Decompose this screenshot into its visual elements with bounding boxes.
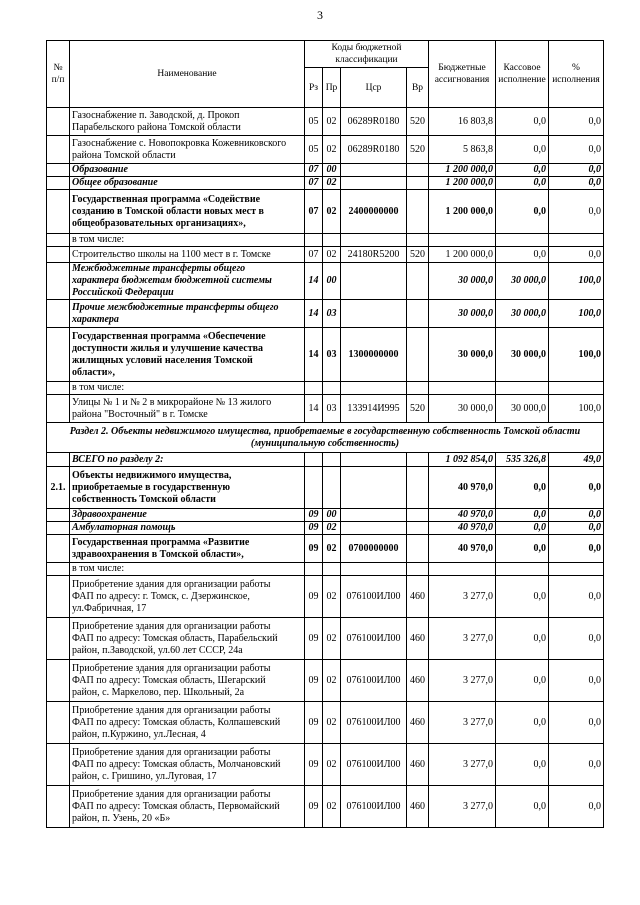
row-budget-cell: 3 277,0 xyxy=(429,702,496,744)
row-name-cell: Государственная программа «Содействие созданию в Томской области новых мест в общеобразовательных организациях», xyxy=(70,190,305,234)
table-row xyxy=(47,190,604,234)
header-codes-group: Коды бюджетной классификации xyxy=(305,41,429,68)
row-num-cell xyxy=(47,702,70,744)
row-num-cell xyxy=(47,453,70,467)
row-pr-cell xyxy=(323,563,341,576)
row-percent-cell: 100,0 xyxy=(549,263,604,300)
row-vr-cell: 460 xyxy=(407,786,429,828)
row-pr-cell: 02 xyxy=(323,702,341,744)
row-rz-cell: 14 xyxy=(305,300,323,328)
row-percent-cell: 0,0 xyxy=(549,702,604,744)
row-budget-cell: 3 277,0 xyxy=(429,576,496,618)
row-pr-cell: 03 xyxy=(323,300,341,328)
row-budget-cell: 40 970,0 xyxy=(429,522,496,535)
row-percent-cell: 0,0 xyxy=(549,618,604,660)
row-cash-cell xyxy=(496,563,549,576)
row-cash-cell: 0,0 xyxy=(496,702,549,744)
row-budget-cell: 16 803,8 xyxy=(429,108,496,136)
table-row xyxy=(47,177,604,190)
row-num-cell xyxy=(47,382,70,395)
row-csr-cell xyxy=(341,300,407,328)
row-pr-cell: 02 xyxy=(323,535,341,563)
row-rz-cell xyxy=(305,453,323,467)
row-rz-cell: 09 xyxy=(305,786,323,828)
row-cash-cell: 0,0 xyxy=(496,618,549,660)
row-percent-cell: 0,0 xyxy=(549,108,604,136)
row-rz-cell xyxy=(305,382,323,395)
row-vr-cell xyxy=(407,190,429,234)
table-row xyxy=(47,702,604,744)
budget-table xyxy=(46,40,604,828)
row-csr-cell: 076100ИЛ00 xyxy=(341,786,407,828)
row-percent-cell: 0,0 xyxy=(549,522,604,535)
row-rz-cell: 14 xyxy=(305,263,323,300)
row-budget-cell: 3 277,0 xyxy=(429,786,496,828)
header-name: Наименование xyxy=(70,41,305,108)
row-cash-cell: 0,0 xyxy=(496,177,549,190)
section-title: Раздел 2. Объекты недвижимого имущества, приобретаемые в государственную собственность Томской области (муниципальную собственность) xyxy=(47,423,604,453)
row-percent-cell xyxy=(549,382,604,395)
row-percent-cell: 0,0 xyxy=(549,509,604,522)
row-cash-cell: 0,0 xyxy=(496,576,549,618)
row-name-cell: Улицы № 1 и № 2 в микрорайоне № 13 жилого района "Восточный" в г. Томске xyxy=(70,395,305,423)
row-name-cell: Общее образование xyxy=(70,177,305,190)
row-name-cell: Строительство школы на 1100 мест в г. Томске xyxy=(70,247,305,263)
header-rz: Рз xyxy=(305,68,323,108)
table-row xyxy=(47,136,604,164)
row-budget-cell: 1 200 000,0 xyxy=(429,164,496,177)
table-row xyxy=(47,535,604,563)
table-row xyxy=(47,328,604,382)
row-vr-cell xyxy=(407,300,429,328)
row-csr-cell: 2400000000 xyxy=(341,190,407,234)
row-vr-cell: 520 xyxy=(407,108,429,136)
row-csr-cell xyxy=(341,563,407,576)
row-percent-cell: 0,0 xyxy=(549,177,604,190)
row-pr-cell: 02 xyxy=(323,576,341,618)
row-cash-cell xyxy=(496,382,549,395)
row-cash-cell: 535 326,8 xyxy=(496,453,549,467)
row-csr-cell xyxy=(341,263,407,300)
row-vr-cell: 460 xyxy=(407,618,429,660)
row-csr-cell: 076100ИЛ00 xyxy=(341,702,407,744)
row-budget-cell: 1 092 854,0 xyxy=(429,453,496,467)
row-csr-cell xyxy=(341,453,407,467)
row-vr-cell: 460 xyxy=(407,576,429,618)
header-pr: Пр xyxy=(323,68,341,108)
row-rz-cell: 05 xyxy=(305,136,323,164)
row-name-cell: в том числе: xyxy=(70,234,305,247)
row-pr-cell: 02 xyxy=(323,136,341,164)
row-csr-cell: 133914И995 xyxy=(341,395,407,423)
row-percent-cell: 100,0 xyxy=(549,395,604,423)
row-percent-cell: 0,0 xyxy=(549,164,604,177)
row-name-cell: ВСЕГО по разделу 2: xyxy=(70,453,305,467)
table-row xyxy=(47,522,604,535)
row-percent-cell: 0,0 xyxy=(549,190,604,234)
row-name-cell: Образование xyxy=(70,164,305,177)
row-cash-cell: 0,0 xyxy=(496,164,549,177)
row-name-cell: Газоснабжение п. Заводской, д. Прокоп Парабельского района Томской области xyxy=(70,108,305,136)
row-pr-cell: 00 xyxy=(323,263,341,300)
row-num-cell xyxy=(47,234,70,247)
row-budget-cell: 3 277,0 xyxy=(429,744,496,786)
row-rz-cell xyxy=(305,563,323,576)
row-vr-cell xyxy=(407,467,429,509)
row-cash-cell: 30 000,0 xyxy=(496,395,549,423)
row-pr-cell: 00 xyxy=(323,509,341,522)
row-cash-cell: 0,0 xyxy=(496,108,549,136)
row-vr-cell: 520 xyxy=(407,395,429,423)
header-percent: % исполнения xyxy=(549,41,604,108)
row-budget-cell: 1 200 000,0 xyxy=(429,190,496,234)
row-num-cell xyxy=(47,136,70,164)
row-cash-cell xyxy=(496,234,549,247)
header-vr: Вр xyxy=(407,68,429,108)
row-name-cell: Приобретение здания для организации работы ФАП по адресу: Томская область, Парабельский район, п.Заводской, ул.60 лет СССР, 24а xyxy=(70,618,305,660)
row-vr-cell xyxy=(407,453,429,467)
row-num-cell xyxy=(47,300,70,328)
row-cash-cell: 0,0 xyxy=(496,522,549,535)
table-row xyxy=(47,234,604,247)
row-name-cell: Газоснабжение с. Новопокровка Кожевниковского района Томской области xyxy=(70,136,305,164)
row-budget-cell xyxy=(429,382,496,395)
row-num-cell: 2.1. xyxy=(47,467,70,509)
row-rz-cell: 09 xyxy=(305,522,323,535)
row-csr-cell xyxy=(341,382,407,395)
row-percent-cell: 0,0 xyxy=(549,247,604,263)
row-rz-cell: 09 xyxy=(305,702,323,744)
row-budget-cell xyxy=(429,563,496,576)
header-row-1 xyxy=(47,41,604,68)
row-num-cell xyxy=(47,177,70,190)
row-rz-cell xyxy=(305,234,323,247)
row-vr-cell xyxy=(407,535,429,563)
row-budget-cell: 30 000,0 xyxy=(429,395,496,423)
row-csr-cell xyxy=(341,522,407,535)
row-rz-cell: 09 xyxy=(305,535,323,563)
row-pr-cell: 02 xyxy=(323,247,341,263)
row-rz-cell: 07 xyxy=(305,247,323,263)
row-name-cell: Объекты недвижимого имущества, приобретаемые в государственную собственность Томской области xyxy=(70,467,305,509)
row-csr-cell: 076100ИЛ00 xyxy=(341,576,407,618)
table-row xyxy=(47,618,604,660)
row-name-cell: Здравоохранение xyxy=(70,509,305,522)
row-csr-cell xyxy=(341,234,407,247)
row-vr-cell: 460 xyxy=(407,660,429,702)
row-vr-cell: 460 xyxy=(407,744,429,786)
row-budget-cell: 30 000,0 xyxy=(429,328,496,382)
row-name-cell: Приобретение здания для организации работы ФАП по адресу: г. Томск, с. Дзержинское, ул.Фабричная, 17 xyxy=(70,576,305,618)
row-pr-cell xyxy=(323,234,341,247)
row-pr-cell: 02 xyxy=(323,786,341,828)
row-rz-cell: 14 xyxy=(305,328,323,382)
row-rz-cell: 09 xyxy=(305,660,323,702)
row-rz-cell: 05 xyxy=(305,108,323,136)
row-num-cell xyxy=(47,395,70,423)
row-vr-cell xyxy=(407,382,429,395)
row-num-cell xyxy=(47,744,70,786)
row-budget-cell: 1 200 000,0 xyxy=(429,177,496,190)
row-percent-cell xyxy=(549,563,604,576)
row-csr-cell: 1300000000 xyxy=(341,328,407,382)
row-budget-cell: 3 277,0 xyxy=(429,618,496,660)
row-name-cell: в том числе: xyxy=(70,563,305,576)
row-pr-cell: 03 xyxy=(323,328,341,382)
row-num-cell xyxy=(47,522,70,535)
row-pr-cell: 02 xyxy=(323,660,341,702)
row-csr-cell: 24180R5200 xyxy=(341,247,407,263)
row-csr-cell: 076100ИЛ00 xyxy=(341,744,407,786)
row-vr-cell xyxy=(407,509,429,522)
row-pr-cell: 02 xyxy=(323,522,341,535)
row-cash-cell: 0,0 xyxy=(496,136,549,164)
row-csr-cell xyxy=(341,467,407,509)
row-percent-cell: 0,0 xyxy=(549,576,604,618)
table-row xyxy=(47,660,604,702)
row-pr-cell: 00 xyxy=(323,164,341,177)
row-budget-cell: 30 000,0 xyxy=(429,300,496,328)
table-row xyxy=(47,563,604,576)
table-row xyxy=(47,108,604,136)
row-rz-cell xyxy=(305,467,323,509)
row-budget-cell: 3 277,0 xyxy=(429,660,496,702)
row-num-cell xyxy=(47,576,70,618)
row-num-cell xyxy=(47,509,70,522)
row-percent-cell: 49,0 xyxy=(549,453,604,467)
row-csr-cell xyxy=(341,509,407,522)
row-pr-cell: 02 xyxy=(323,190,341,234)
row-csr-cell: 06289R0180 xyxy=(341,136,407,164)
row-pr-cell xyxy=(323,382,341,395)
row-percent-cell: 0,0 xyxy=(549,744,604,786)
row-name-cell: Государственная программа «Развитие здравоохранения в Томской области», xyxy=(70,535,305,563)
row-vr-cell xyxy=(407,177,429,190)
row-vr-cell xyxy=(407,522,429,535)
row-cash-cell: 30 000,0 xyxy=(496,300,549,328)
row-budget-cell: 1 200 000,0 xyxy=(429,247,496,263)
row-csr-cell xyxy=(341,177,407,190)
row-rz-cell: 09 xyxy=(305,576,323,618)
row-budget-cell: 40 970,0 xyxy=(429,509,496,522)
table-row xyxy=(47,467,604,509)
row-csr-cell: 076100ИЛ00 xyxy=(341,618,407,660)
row-rz-cell: 09 xyxy=(305,618,323,660)
row-csr-cell: 06289R0180 xyxy=(341,108,407,136)
row-pr-cell: 02 xyxy=(323,744,341,786)
row-cash-cell: 0,0 xyxy=(496,190,549,234)
row-percent-cell: 0,0 xyxy=(549,467,604,509)
row-rz-cell: 07 xyxy=(305,190,323,234)
row-cash-cell: 0,0 xyxy=(496,535,549,563)
table-body xyxy=(47,41,604,828)
row-budget-cell: 5 863,8 xyxy=(429,136,496,164)
table-row xyxy=(47,509,604,522)
row-vr-cell xyxy=(407,328,429,382)
page-number: 3 xyxy=(317,8,323,22)
row-num-cell xyxy=(47,563,70,576)
row-num-cell xyxy=(47,108,70,136)
row-vr-cell: 520 xyxy=(407,247,429,263)
row-csr-cell: 076100ИЛ00 xyxy=(341,660,407,702)
row-cash-cell: 0,0 xyxy=(496,786,549,828)
row-budget-cell xyxy=(429,234,496,247)
table-row xyxy=(47,300,604,328)
row-name-cell: Приобретение здания для организации работы ФАП по адресу: Томская область, Молчановский район, с. Гришино, ул.Луговая, 17 xyxy=(70,744,305,786)
table-row xyxy=(47,786,604,828)
row-csr-cell: 0700000000 xyxy=(341,535,407,563)
row-percent-cell: 100,0 xyxy=(549,328,604,382)
row-rz-cell: 07 xyxy=(305,164,323,177)
row-percent-cell: 0,0 xyxy=(549,660,604,702)
row-vr-cell: 460 xyxy=(407,702,429,744)
row-vr-cell xyxy=(407,234,429,247)
row-cash-cell: 30 000,0 xyxy=(496,328,549,382)
row-pr-cell: 02 xyxy=(323,108,341,136)
row-name-cell: Приобретение здания для организации работы ФАП по адресу: Томская область, Шегарский район, с. Маркелово, пер. Школьный, 2а xyxy=(70,660,305,702)
table-row xyxy=(47,395,604,423)
row-name-cell: Приобретение здания для организации работы ФАП по адресу: Томская область, Колпашевский район, п.Куржино, ул.Лесная, 4 xyxy=(70,702,305,744)
row-cash-cell: 0,0 xyxy=(496,467,549,509)
row-vr-cell xyxy=(407,563,429,576)
row-num-cell xyxy=(47,247,70,263)
row-budget-cell: 40 970,0 xyxy=(429,535,496,563)
row-percent-cell: 0,0 xyxy=(549,786,604,828)
header-cash: Кассовое исполнение xyxy=(496,41,549,108)
row-vr-cell xyxy=(407,164,429,177)
row-percent-cell: 0,0 xyxy=(549,136,604,164)
row-pr-cell xyxy=(323,453,341,467)
header-csr: Цср xyxy=(341,68,407,108)
row-budget-cell: 40 970,0 xyxy=(429,467,496,509)
section-row xyxy=(47,423,604,453)
row-vr-cell xyxy=(407,263,429,300)
row-num-cell xyxy=(47,535,70,563)
table-row xyxy=(47,453,604,467)
row-rz-cell: 07 xyxy=(305,177,323,190)
row-cash-cell: 0,0 xyxy=(496,744,549,786)
row-percent-cell: 0,0 xyxy=(549,535,604,563)
row-name-cell: Амбулаторная помощь xyxy=(70,522,305,535)
row-csr-cell xyxy=(341,164,407,177)
row-pr-cell: 02 xyxy=(323,618,341,660)
row-name-cell: Межбюджетные трансферты общего характера бюджетам бюджетной системы Российской Федерации xyxy=(70,263,305,300)
row-num-cell xyxy=(47,660,70,702)
row-num-cell xyxy=(47,190,70,234)
row-vr-cell: 520 xyxy=(407,136,429,164)
row-num-cell xyxy=(47,164,70,177)
row-pr-cell xyxy=(323,467,341,509)
table-row xyxy=(47,263,604,300)
row-rz-cell: 14 xyxy=(305,395,323,423)
row-num-cell xyxy=(47,328,70,382)
row-pr-cell: 03 xyxy=(323,395,341,423)
row-cash-cell: 30 000,0 xyxy=(496,263,549,300)
table-row xyxy=(47,576,604,618)
table-row xyxy=(47,382,604,395)
row-name-cell: Прочие межбюджетные трансферты общего характера xyxy=(70,300,305,328)
row-pr-cell: 02 xyxy=(323,177,341,190)
row-cash-cell: 0,0 xyxy=(496,247,549,263)
row-num-cell xyxy=(47,786,70,828)
table-row xyxy=(47,247,604,263)
row-cash-cell: 0,0 xyxy=(496,509,549,522)
row-num-cell xyxy=(47,618,70,660)
row-budget-cell: 30 000,0 xyxy=(429,263,496,300)
row-name-cell: в том числе: xyxy=(70,382,305,395)
row-percent-cell: 100,0 xyxy=(549,300,604,328)
row-name-cell: Приобретение здания для организации работы ФАП по адресу: Томская область, Первомайский район, п. Узень, 20 «Б» xyxy=(70,786,305,828)
row-num-cell xyxy=(47,263,70,300)
row-rz-cell: 09 xyxy=(305,744,323,786)
row-cash-cell: 0,0 xyxy=(496,660,549,702)
table-row xyxy=(47,164,604,177)
row-name-cell: Государственная программа «Обеспечение доступности жилья и улучшение качества жилищных условий населения Томской области», xyxy=(70,328,305,382)
row-percent-cell xyxy=(549,234,604,247)
header-num: № п/п xyxy=(47,41,70,108)
row-rz-cell: 09 xyxy=(305,509,323,522)
table-row xyxy=(47,744,604,786)
header-budget: Бюджетные ассигнования xyxy=(429,41,496,108)
